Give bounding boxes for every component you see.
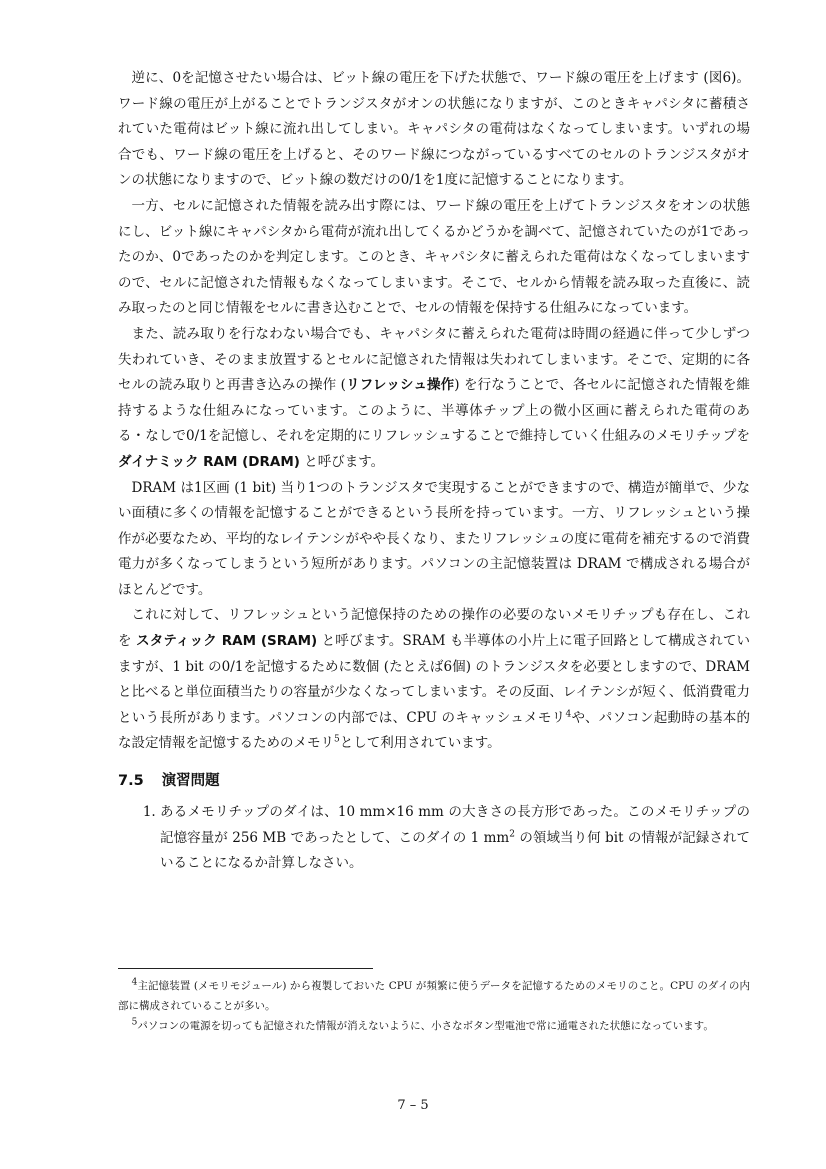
text: として利用されています。 (339, 735, 501, 752)
section-heading (118, 769, 750, 790)
text: また、読み取りを行なわない場合でも、キャパシタに蓄えられた電荷は時間の経過に伴って少しずつ失われていき、そのまま放置するとセルに記憶された情報は失われてしまいます。そこで、定期的に各セルの読み取りと再書き込みの操作 ( (118, 325, 750, 394)
term-refresh-operation: リフレッシュ操作 (345, 377, 455, 394)
text: あるメモリチップのダイは、10 mm×16 mm の大きさの長方形であった。このメモリチップの記憶容量が 256 MB であったとして、このダイの 1 mm (160, 804, 750, 846)
text: と呼びます。SRAM も半導体の小片上に電子回路として構成されていますが、1 bit の0/1を記憶するために数個 (たとえば6個) のトランジスタを必要としますので、DRAM と比べると単位面積当たりの容量が少なくなってしまいます。その反面、レイテンシが短く、低消費電力という長所があります。パソコンの内部では、CPU のキャッシュメモリ (118, 633, 750, 726)
footnote-text: パソコンの電源を切っても記憶された情報が消えないように、小さなボタン型電池で常に通電された状態になっています。 (137, 1020, 714, 1032)
section-number: 7.5 (118, 773, 144, 790)
term-sram: スタティック RAM (SRAM) (136, 633, 318, 650)
text: これに対して、リフレッシュという記憶保持のための操作の必要のないメモリチップも存在し、これを (118, 607, 750, 650)
main-text (118, 66, 750, 877)
text: と呼びます。 (299, 453, 385, 470)
superscript: 2 (509, 829, 515, 840)
paragraph-dram-pros-cons: DRAM は1区画 (1 bit) 当り1つのトランジスタで実現することができますので、構造が簡単で、少ない面積に多くの情報を記憶することができるという長所を持っています。一方、リフレッシュという操作が必要なため、平均的なレイテンシがやや長くなり、またリフレッシュの度に電荷を補充するので消費電力が多くなってしまうという短所があります。パソコンの主記憶装置は DRAM で構成される場合がほとんどです。 (118, 479, 750, 598)
footnote-mark: 4 (131, 977, 138, 988)
footnote-5 (118, 1016, 750, 1036)
footnote-text: 主記憶装置 (メモリモジュール) から複製しておいた CPU が頻繁に使うデータを記憶するためのメモリのこと。CPU のダイの内部に構成されていることが多い。 (118, 980, 750, 1012)
text: ) を行なうことで、各セルに記憶された情報を維持するような仕組みになっています。このように、半導体チップ上の微小区画に蓄えられた電荷のある・なしで0/1を記憶し、それを定期的にリフレッシュすることで維持していく仕組みのメモリチップを (118, 377, 750, 445)
footnotes (118, 976, 750, 1036)
paragraph-refresh (118, 322, 750, 476)
footnote-ref-4: 4 (565, 709, 572, 720)
text: の領域当り何 bit の情報が記録されていることになるか計算しなさい。 (160, 829, 750, 872)
exercise-item (160, 800, 750, 877)
page-number: 7 – 5 (397, 1098, 429, 1113)
footnote-mark: 5 (131, 1017, 138, 1028)
paragraph-sram (118, 603, 750, 757)
footnote-ref-5: 5 (334, 734, 340, 745)
exercise-list (118, 800, 750, 877)
section-title: 演習問題 (161, 773, 220, 790)
term-dram: ダイナミック RAM (DRAM) (118, 453, 300, 470)
paragraph-dram-write-zero: 逆に、0を記憶させたい場合は、ビット線の電圧を下げた状態で、ワード線の電圧を上げます (図6)。ワード線の電圧が上がることでトランジスタがオンの状態になりますが、このときキャパシタに蓄積されていた電荷はビット線に流れ出してしまい。キャパシタの電荷はなくなってしまいます。いずれの場合でも、ワード線の電圧を上げると、そのワード線につながっているすべてのセルのトランジスタがオンの状態になりますので、ビット線の数だけの0/1を1度に記憶することになります。 (118, 70, 750, 189)
footnote-divider (118, 968, 373, 969)
text: や、パソコン起動時の基本的な設定情報を記憶するためのメモリ (118, 709, 750, 752)
footnote-4 (118, 976, 750, 1016)
paragraph-dram-read: 一方、セルに記憶された情報を読み出す際には、ワード線の電圧を上げてトランジスタをオンの状態にし、ビット線にキャパシタから電荷が流れ出してくるかどうかを調べて、記憶されていたのが1であったのか、0であったのかを判定します。このとき、キャパシタに蓄えられた電荷はなくなってしまいますので、セルに記憶された情報もなくなってしまいます。そこで、セルから情報を読み取った直後に、読み取ったのと同じ情報をセルに書き込むことで、セルの情報を保持する仕組みになっています。 (118, 197, 750, 317)
